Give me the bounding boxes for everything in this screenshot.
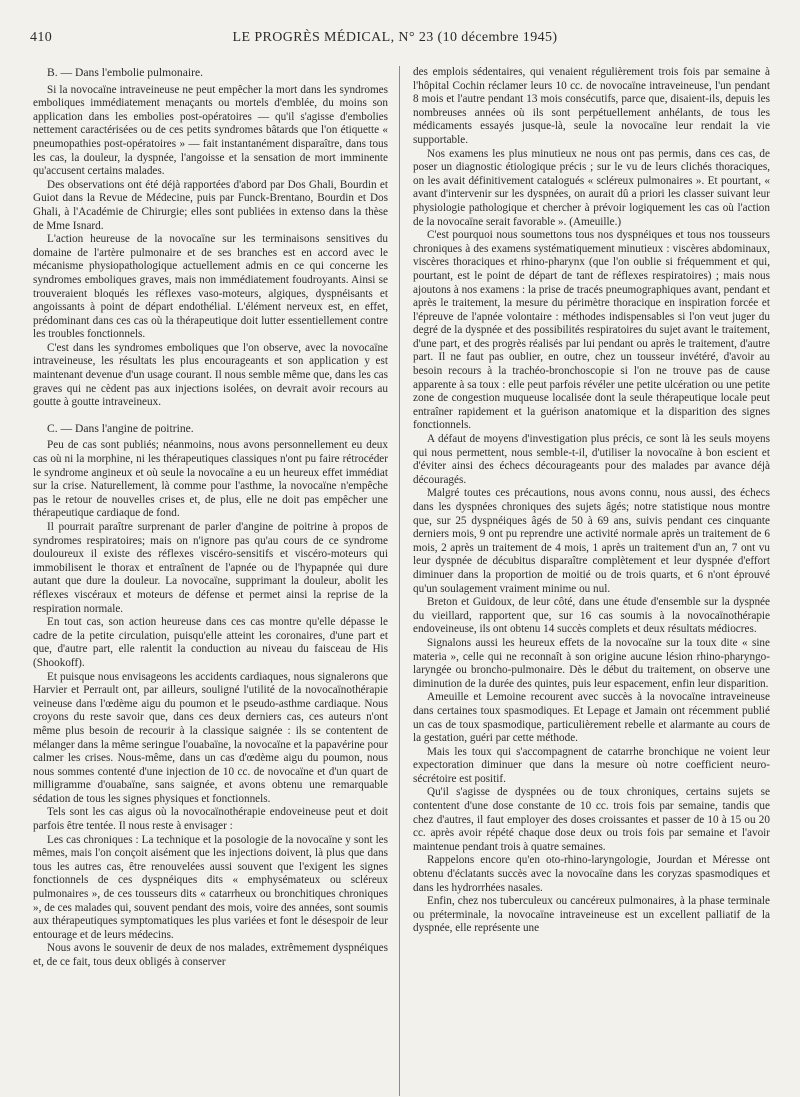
paragraph: En tout cas, son action heureuse dans ces cas montre qu'elle dépasse le cadre de la petite circulation, puisqu'elle atteint les coronaires, d'une part et que, d'autre part, elle ralentit la conduction au niveau du faisceau de His (Shookoff). bbox=[33, 616, 388, 669]
paragraph: Les cas chroniques : La technique et la posologie de la novocaïne y sont les mêmes, mais l'on conçoit aisément que les injections doivent, là plus que dans tous les autres cas, être renouvelées aussi souvent que l'exigent les signes fonctionnels de ces dyspnéiques dits « emphysémateux ou scléreux pulmonaires », de ces tousseurs dits « catarrheux ou bronchitiques chroniques », de ces malades qui, souvent pendant des mois, voire des années, sont soumis aux thérapeutiques symptomatiques les plus variées et font le désespoir de leur entourage et de leurs médecins. bbox=[33, 833, 388, 941]
column-divider bbox=[399, 66, 400, 1096]
paragraph: Nous avons le souvenir de deux de nos malades, extrêmement dyspnéiques et, de ce fait, tous deux obligés à conserver bbox=[33, 942, 388, 968]
paragraph: Et puisque nous envisageons les accidents cardiaques, nous signalerons que Harvier et Perrault ont, par ailleurs, souligné l'utilité de la novocaïnothérapie veineuse dans l'œdème aigu du poumon et le pseudo-asthme cardiaque. Nous croyons du reste savoir que, dans ces deux derniers cas, ces auteurs n'ont même plus besoin de recourir à la classique saignée : ils se contentent de mélanger dans la même seringue l'ouabaïne, la novocaïne et la papavérine pour calmer les crises. Nous-même, dans un cas d'œdème aigu du poumon, nous nous sommes contenté d'une injection de 10 cc. de novocaïne et d'un quart de milligramme d'ouabaïne, sans saignée, et avons obtenu une remarquable sédation de tous les signes physiques et fonctionnels. bbox=[33, 670, 388, 805]
right-column bbox=[413, 66, 770, 936]
paragraph: Peu de cas sont publiés; néanmoins, nous avons personnellement eu deux cas où ni la morphine, ni les thérapeutiques classiques n'ont pu faire rétrocéder le syndrome angineux et où seule la novocaïne a eu un heureux effet immédiat sur la crise. Naturellement, là comme pour l'asthme, la novocaïne n'empêche pas le retour de nouvelles crises et, de plus, elle ne doit pas empêcher une thérapeutique cardiaque de fond. bbox=[33, 439, 388, 520]
paragraph: C'est dans les syndromes emboliques que l'on observe, avec la novocaïne intraveineuse, les résultats les plus encourageants et son application y est maintenant devenue d'un usage courant. Il nous semble même que, dans les cas graves qui ne cèdent pas aux injections isolées, on devrait avoir recours au goutte à goutte intraveineux. bbox=[33, 341, 388, 409]
paragraph: Rappelons encore qu'en oto-rhino-laryngologie, Jourdan et Méresse ont obtenu d'éclatants succès avec la novocaïne dans les coryzas spasmodiques et dans les hydrorrhées nasales. bbox=[413, 854, 770, 894]
paragraph: Nos examens les plus minutieux ne nous ont pas permis, dans ces cas, de poser un diagnostic étiologique précis ; sur le vu de leurs clichés thoraciques, on les avait définitivement catalogués « scléreux pulmonaires ». Et pourtant, « avant d'intervenir sur les dyspnées, on aurait dû a priori les classer suivant leur physiologie pathologique et chercher à prévoir logiquement les cas où l'action de la novocaïne serait favorable ». (Ameuille.) bbox=[413, 147, 770, 228]
paragraph: Ameuille et Lemoine recourent avec succès à la novocaïne intraveineuse dans certaines toux spasmodiques. Et Lepage et Jamain ont récemment publié un cas de toux spasmodique, particulièrement rebelle et alarmante au cours de la gestation, guéri par cette méthode. bbox=[413, 691, 770, 745]
page-header bbox=[30, 30, 760, 52]
paragraph: Il pourrait paraître surprenant de parler d'angine de poitrine à propos de syndromes respiratoires; mais on n'ignore pas qu'au cours de ce syndrome douloureux il existe des réflexes viscéro-sensitifs et viscéro-moteurs qui immobilisent le thorax et entraînent de l'apnée ou de l'hypapnée qui dure autant que dure la douleur. La novocaïne, supprimant la douleur, abolit les réflexes viscéraux et moteurs de défense et permet ainsi la reprise de la respiration normale. bbox=[33, 521, 388, 615]
paragraph: Mais les toux qui s'accompagnent de catarrhe bronchique ne voient leur expectoration diminuer que dans la mesure où notre coefficient neuro-sécrétoire est positif. bbox=[413, 745, 770, 785]
paragraph: Breton et Guidoux, de leur côté, dans une étude d'ensemble sur la dyspnée du vieillard, rapportent que, sur 16 cas soumis à la novocaïnothérapie endoveineuse, ils ont obtenu 14 succès complets et deux résultats médiocres. bbox=[413, 596, 770, 636]
section-heading-angine: C. — Dans l'angine de poitrine. bbox=[47, 421, 194, 435]
paragraph: Qu'il s'agisse de dyspnées ou de toux chroniques, certains sujets se contentent d'une dose constante de 10 cc. trois fois par semaine, tandis que chez d'autres, il faut employer des doses croissantes et passer de 10 à 15 ou 20 cc. après avoir répété chaque dose deux ou trois fois par semaine et l'avoir maintenue pendant trois à quatre semaines. bbox=[413, 786, 770, 853]
paragraph: L'action heureuse de la novocaïne sur les terminaisons sensitives du domaine de l'artère pulmonaire et de ses branches est en accord avec le mécanisme physiopathologique actuellement admis en ce qui concerne les syndromes emboliques graves, mais non immédiatement foudroyants. Ainsi se trouveraient bloqués les réflexes vaso-moteurs, algiques, dyspnéisants et angoissants à point de départ endothélial. L'élément nerveux est, en effet, prédominant dans ces cas où la thérapeutique doit lutter essentiellement contre les troubles fonctionnels. bbox=[33, 233, 388, 341]
paragraph: A défaut de moyens d'investigation plus précis, ce sont là les seuls moyens qui nous permettent, nous semble-t-il, d'utiliser la novocaïne à bon escient et d'éviter ainsi des échecs décourageants pour des malades par avance déjà découragés. bbox=[413, 433, 770, 486]
paragraph: Malgré toutes ces précautions, nous avons connu, nous aussi, des échecs dans les dyspnées chroniques des sujets âgés; notre statistique nous montre que, sur 25 dyspnéiques âgés de 50 à 69 ans, suivis pendant ces cinquante derniers mois, 9 ont pu reprendre une activité normale après un traitement de 6 mois, 2 après un traitement de 4 mois, 1 après un traitement d'un an, 7 ont vu leur dyspnée de décubitus disparaître complètement et leur dyspnée d'effort diminuer dans la proportion de moitié ou de trois quarts, et 6 n'ont éprouvé qu'un soulagement vraiment minime ou nul. bbox=[413, 487, 770, 595]
paragraph: C'est pourquoi nous soumettons tous nos dyspnéiques et tous nos tousseurs chroniques à des examens systématiquement minutieux : viscères abdominaux, viscères thoraciques et rhino-pharynx (que l'on oublie si fréquemment et qui, pourtant, est le point de départ de tant de réflexes respiratoires) ; mais nous ajoutons à nos examens : la prise de tracés pneumographiques avant, pendant et après le traitement, la mesure du périmètre thoracique en inspiration forcée et l'épreuve de l'apnée volontaire : méthodes indispensables si l'on veut juger du degré de la dyspnée et des possibilités respiratoires du sujet avant le traitement, d'une part, et des progrès réalisés par lui pendant ou après le traitement, d'autre part. Il ne faut pas oublier, en outre, chez un tousseur invétéré, d'avoir au besoin recours à la trachéo-bronchoscopie si l'on ne trouve pas de cause apparente à sa toux : elle peut parfois révéler une petite ulcération ou une petite zone de congestion muqueuse localisée dont la seule thérapeutique locale peut entraîner rapidement et la guérison anatomique et la disparition des signes fonctionnels. bbox=[413, 229, 770, 432]
paragraph: Des observations ont été déjà rapportées d'abord par Dos Ghali, Bourdin et Guiot dans la Revue de Médecine, puis par Funck-Brentano, Bourdin et Dos Ghali, à l'Académie de Chirurgie; elles sont publiées in extenso dans la thèse de Mme Isnard. bbox=[33, 178, 388, 232]
paragraph: Signalons aussi les heureux effets de la novocaïne sur la toux dite « sine materia », celle qui ne reconnaît à son origine aucune lésion rhino-pharyngo-laryngée ou broncho-pulmonaire. Dès le début du traitement, on observe une diminution de la durée des quintes, puis leur espacement, enfin leur disparition. bbox=[413, 636, 770, 690]
paragraph: Si la novocaïne intraveineuse ne peut empêcher la mort dans les syndromes emboliques immédiatement menaçants ou mortels d'emblée, du moins son application dans les embolies post-opératoires — qu'il s'agisse d'embolies nettement caractérisées ou de ces petits syndromes bâtards que l'on étiquette « pneumopathies post-opératoires » — fait instantanément disparaître, dans tous les cas, la douleur, la dyspnée, l'angoisse et la sensation de mort imminente qu'accusent certains malades. bbox=[33, 83, 388, 178]
page-number: 410 bbox=[30, 30, 53, 45]
paragraph: Tels sont les cas aigus où la novocaïnothérapie endoveineuse peut et doit parfois être tentée. Il nous reste à envisager : bbox=[33, 806, 388, 833]
paragraph: Enfin, chez nos tuberculeux ou cancéreux pulmonaires, à la phase terminale ou préterminale, la novocaïne intraveineuse est un excellent palliatif de la dyspnée, elle représente une bbox=[413, 895, 770, 935]
section-heading-embolie: B. — Dans l'embolie pulmonaire. bbox=[47, 66, 204, 79]
left-column bbox=[33, 66, 388, 970]
running-title: LE PROGRÈS MÉDICAL, N° 23 (10 décembre 1945) bbox=[232, 30, 558, 45]
paragraph: des emplois sédentaires, qui venaient régulièrement trois fois par semaine à l'hôpital Cochin réclamer leurs 10 cc. de novocaïne intraveineuse, l'un pendant 8 mois et l'autre pendant 13 mois consécutifs, parce que, disaient-ils, depuis les nombreuses années où ils sont perpétuellement anhélants, de tous les médicaments essayés jusque-là, seule la novocaïne leur rendait la vie supportable. bbox=[413, 66, 770, 146]
